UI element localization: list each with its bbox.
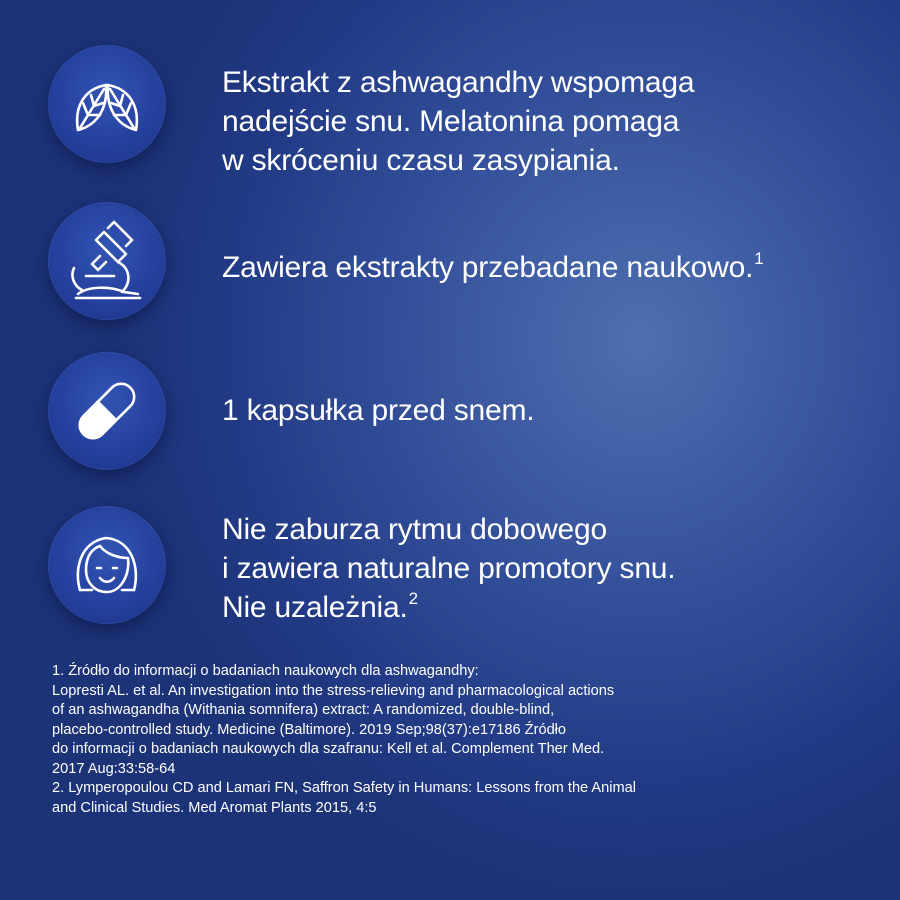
footnote-line: and Clinical Studies. Med Aromat Plants 2015, 4:5 xyxy=(52,799,377,816)
footnote-line: Lopresti AL. et al. An investigation into the stress-relieving and pharmacological actions xyxy=(52,682,615,699)
footnotes xyxy=(52,662,872,818)
leaf-icon xyxy=(48,45,166,163)
footnote-line: 2. Lymperopoulou CD and Lamari FN, Saffron Safety in Humans: Lessons from the Animal xyxy=(52,780,637,796)
feature-icon-circle xyxy=(48,202,166,320)
feature-icon-circle xyxy=(48,45,166,163)
feature-icon-circle xyxy=(48,352,166,470)
capsule-icon xyxy=(48,352,166,470)
feature-icon-circle xyxy=(48,506,166,624)
microscope-icon xyxy=(48,202,166,320)
feature-text: 1 kapsułka przed snem. xyxy=(222,394,535,427)
footnote-line: 2017 Aug:33:58-64 xyxy=(52,760,176,777)
feature-text: Zawiera ekstrakty przebadane naukowo.$^1$ xyxy=(222,249,764,284)
feature-text: Nie zaburza rytmu dobowego i zawiera naturalne promotory snu. Nie uzależnia.$^2$ xyxy=(222,513,676,624)
footnote-ref: 1 xyxy=(754,249,764,268)
footnote-line: placebo-controlled study. Medicine (Baltimore). 2019 Sep;98(37):e17186 Źródło xyxy=(52,721,567,738)
feature-text: Ekstrakt z ashwagandhy wspomaga nadejście snu. Melatonina pomaga w skróceniu czasu zasypiania. xyxy=(222,66,695,177)
footnote-ref: 2 xyxy=(408,589,418,608)
footnote-line: 1. Źródło do informacji o badaniach naukowych dla ashwagandhy: xyxy=(52,663,479,679)
face-icon xyxy=(48,506,166,624)
footnote-line: do informacji o badaniach naukowych dla szafranu: Kell et al. Complement Ther Med. xyxy=(52,741,605,757)
footnote-line: of an ashwagandha (Withania somnifera) extract: A randomized, double-blind, xyxy=(52,702,555,718)
